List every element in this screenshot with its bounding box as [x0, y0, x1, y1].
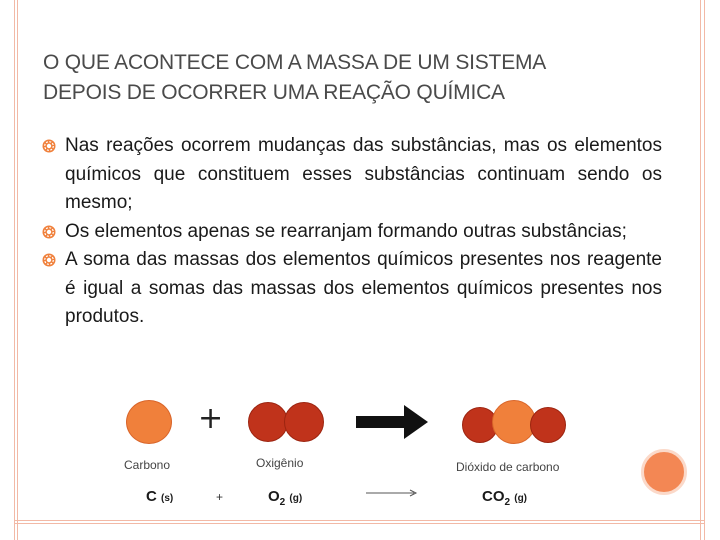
formula-carbon: C (s)	[146, 488, 174, 505]
formula-co2: $CO_2$ (g)	[482, 488, 528, 508]
oxygen-atom	[530, 407, 566, 443]
title-line-2: DEPOIS DE OCORRER UMA REAÇÃO QUÍMICA	[43, 81, 505, 104]
carbon-atom	[126, 400, 172, 444]
plus-sign-small: +	[216, 490, 224, 504]
oxygen-atom	[284, 402, 324, 442]
bullet-text: Nas reações ocorrem mudanças das substâncias, mas os elementos químicos que constituem esses substâncias continuam sendo os mesmo;	[65, 135, 662, 213]
co2-label: Dióxido de carbono	[456, 460, 560, 474]
title-line-1: O QUE ACONTECE COM A MASSA DE UM SISTEMA	[43, 51, 547, 74]
formula-oxygen: $O_2$ (g)	[268, 488, 303, 508]
bullet-text: Os elementos apenas se rearranjam formando outras substâncias;	[65, 220, 627, 242]
bullet-text: A soma das massas dos elementos químicos presentes nos reagente é igual a somas das massas dos elementos químicos presentes nos produtos.	[65, 249, 662, 327]
plus-sign: +	[198, 401, 224, 436]
thin-arrow-icon	[366, 489, 418, 497]
oxygen-atom	[248, 402, 288, 442]
carbon-label: Carbono	[124, 458, 171, 472]
reaction-arrow-icon	[356, 405, 428, 439]
oxygen-label: Oxigênio	[256, 456, 304, 470]
